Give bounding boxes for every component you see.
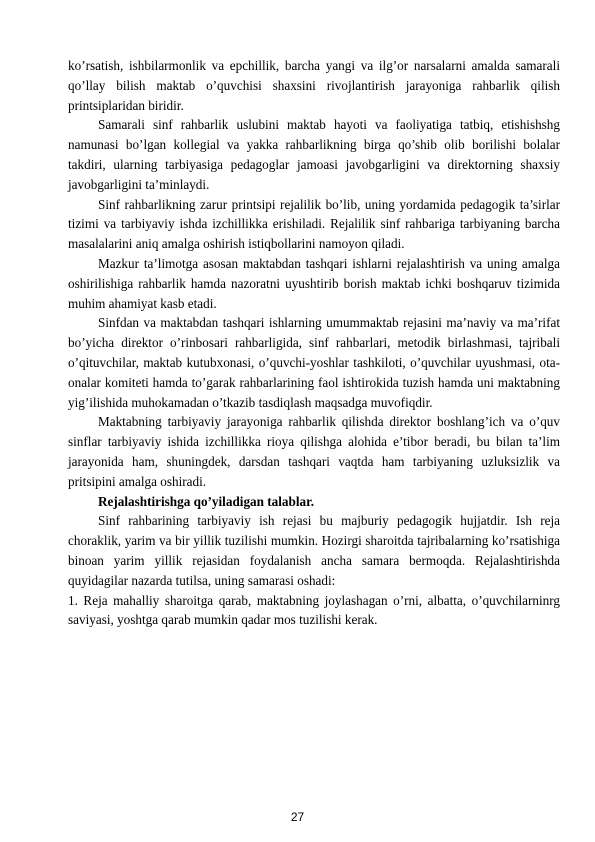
paragraph: Sinf rahbarining tarbiyaviy ish rejasi bu majburiy pedagogik hujjatdir. Ish reja choraklik, yarim va bir yillik tuzilishi mumkin. Hozirgi sharoitda tajribalarning ko’rsatishiga binoan yarim yillik rejasidan foydalanish ancha samara bermoqda. Rejalashtirishda quyidagilar nazarda tutilsa, uning samarasi oshadi:	[68, 513, 560, 588]
document-body	[68, 56, 560, 630]
paragraph-continuation: ko’rsatish, ishbilarmonlik va epchillik, barcha yangi va ilg’or narsalarni amalda samarali qo’llay bilish maktab o’quvchisi shaxsini rivojlantirish jarayoniga rahbarlik qilish printsiplaridan biridir.	[68, 58, 560, 113]
paragraph: Samarali sinf rahbarlik uslubini maktab hayoti va faoliyatiga tatbiq, etishishshg namunasi bo’lgan kollegial va yakka rahbarlikning birga qo’shib olib borilishi bolalar takdiri, ularning tarbiyasiga pedagoglar jamoasi javobgarligini va direktorning shaxsiy javobgarligini ta’minlaydi.	[68, 117, 560, 192]
numbered-item: 1. Reja mahalliy sharoitga qarab, maktabning joylashagan o’rni, albatta, o’quvchilarninrg saviyasi, yoshtga qarab mumkin qadar mos tuzilishi kerak.	[68, 592, 560, 628]
section-heading: Rejalashtirishga qo’yiladigan talablar.	[98, 493, 315, 509]
page-number: 27	[290, 810, 305, 824]
paragraph: Maktabning tarbiyaviy jarayoniga rahbarlik qilishda direktor boshlang’ich va o’quv sinflar tarbiyaviy ishida izchillikka rioya qilishga alohida e’tibor beradi, bu bilan ta’lim jarayonida ham, shuningdek, darsdan tashqari vaqtda ham tarbiyaning uzluksizlik va pritsipini amalga oshiradi.	[68, 414, 560, 489]
paragraph: Sinf rahbarlikning zarur printsipi rejalilik bo’lib, uning yordamida pedagogik ta’sirlar tizimi va tarbiyaviy ishda izchillikka erishiladi. Rejalilik sinf rahbariga tarbiyaning barcha masalalarini aniq amalga oshirish istiqbollarini namoyon qiladi.	[68, 196, 560, 252]
paragraph: Sinfdan va maktabdan tashqari ishlarning umummaktab rejasini ma’naviy va ma’rifat bo’yicha direktor o’rinbosari rahbarligida, sinf rahbarlari, metodik birlashmasi, tajribali o’qituvchilar, maktab kutubxonasi, o’quvchi-yoshlar tashkiloti, o’quvchilar uyushmasi, ota-onalar komiteti hamda to’garak rahbarlarining faol ishtirokida tuzish hamda uni maktabning yig’ilishida muhokamadan o’tkazib tasdiqlash maqsadga muvofiqdir.	[68, 315, 560, 410]
paragraph: Mazkur ta’limotga asosan maktabdan tashqari ishlarni rejalashtirish va uning amalga oshirilishiga rahbarlik hamda nazoratni uyushtirib borish maktab ichki boshqaruv tizimida muhim ahamiyat kasb etadi.	[68, 255, 560, 311]
